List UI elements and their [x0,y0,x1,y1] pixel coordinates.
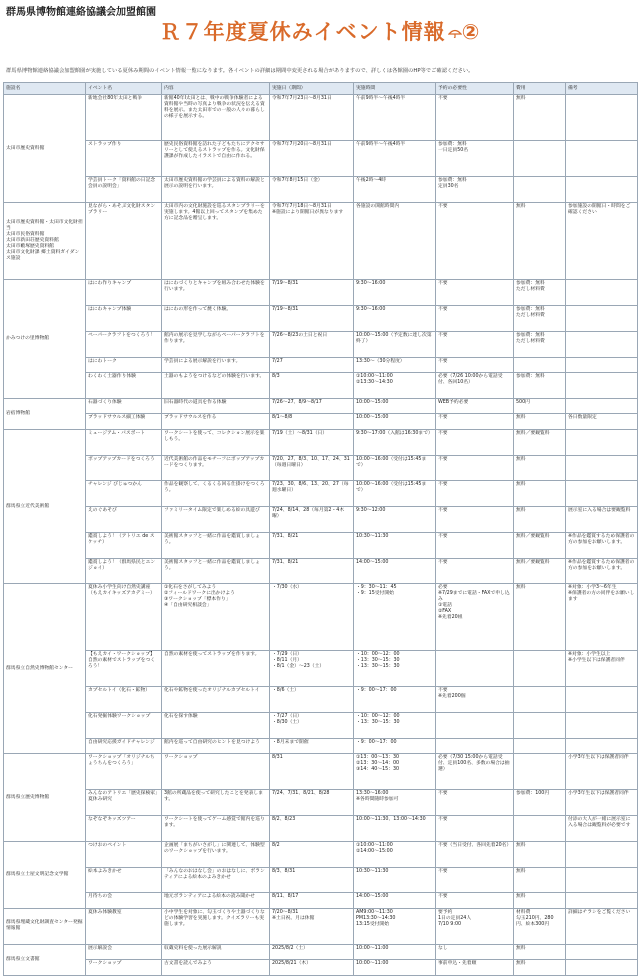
date-cell: 8/3 [270,373,354,399]
date-cell: 7/20～8/31 ※土日祝、月は休館 [270,908,354,944]
date-cell: 2025/8/21（木） [270,960,354,976]
reservation-cell: 事前申込・先着順 [436,960,514,976]
facility-cell: 群馬県立土屋文明記念文学館 [4,841,86,908]
table-row [4,177,638,203]
fee-cell: 無料 [514,867,566,893]
intro-text: 群馬県博物館連絡協議会加盟館園が実施している夏休み期間のイベント情報一覧になります。各イベントの詳細は期間中変更される場合がありますので、詳しくは各館園のHP等でご確認ください。 [6,68,474,74]
content-cell: 3館の所蔵品を使って研究したことを発表します。 [162,790,270,816]
table-row [4,738,638,753]
fee-cell: 無料 [514,414,566,429]
event-name-cell: ワークショップ「オリジナルちょうちんをつくろう」 [86,754,162,790]
title-mark: ② [461,20,481,44]
time-cell: 10:30～11:30 [354,532,436,558]
content-cell: 太田市歴史資料館の学芸員による資料の解説と展示の説明を行います。 [162,177,270,203]
note-cell [566,306,638,332]
date-cell: 7/31、8/21 [270,532,354,558]
content-cell: 古文書を読んでみよう [162,960,270,976]
note-cell [566,398,638,413]
table-row [4,414,638,429]
fee-cell [514,141,566,177]
facility-cell: 岩宿博物館 [4,398,86,429]
fee-cell: 無料 [514,95,566,141]
content-cell: 太田市内の文化財施設を巡るスタンプラリーを実施します。4館以上回ってスタンプを集めた方に記念品を贈呈します。 [162,203,270,280]
content-cell: 美術館スタッフと一緒に作品を鑑賞しましょう。 [162,532,270,558]
time-cell: 10:00～16:00（受付は15:45まで） [354,481,436,507]
content-cell: 収蔵史料を使った展示解説 [162,944,270,959]
org-name: 群馬県博物館連絡協議会加盟館園 [6,7,156,18]
reservation-cell: なし [436,944,514,959]
reservation-cell: 不要 [436,532,514,558]
table-row [4,790,638,816]
date-cell: 令和7年7月23日～8月31日 [270,95,354,141]
umbrella-icon [448,28,462,38]
fee-cell: 無料／要観覧料 [514,429,566,455]
note-cell: 小学3年生以下は保護者同伴 [566,790,638,816]
time-cell: ・10：00～12：00 ・13：30～15：30 ・13：30～15：30 [354,651,436,687]
title-text: Ｒ７年度夏休みイベント情報 [159,20,446,44]
fee-cell: 無料 [514,507,566,533]
reservation-cell: 不要（当日受付、各回先着20名） [436,841,514,867]
date-cell: 7/26～27、8/9～8/17 [270,398,354,413]
date-cell: ・7/30（水） [270,584,354,651]
date-cell: 8/2、8/23 [270,816,354,842]
content-cell: 新館40年Ⅰ太田とは、戦中の戦争体験者による資料館や当時の写真より戦争の状況を伝える資料を展示。また太田市での一般の人々の暮らしの様子を展示する。 [162,95,270,141]
reservation-cell: 不要 [436,414,514,429]
note-cell [566,357,638,372]
content-cell: 旧石器時代の道具を作る体験 [162,398,270,413]
note-cell [566,373,638,399]
fee-cell [514,738,566,753]
time-cell: 10:30～11:30 [354,867,436,893]
facility-cell: 太田市歴史資料館 [4,95,86,203]
table-row [4,280,638,306]
fee-cell: 無料 [514,584,566,651]
fee-cell [514,357,566,372]
date-cell: 令和7年7月18日～8月31日 ※施設により開館日が異なります [270,203,354,280]
time-cell: 13:30～16:00 ※各時間随時参加可 [354,790,436,816]
note-cell: ※対象：小学3～6年生 ※保護者の方の同伴をお願いします [566,584,638,651]
time-cell: 13:30～（30分程度） [354,357,436,372]
note-cell [566,687,638,713]
content-cell: ファミリータイム限定で楽しめる絵の具遊び [162,507,270,533]
table-row [4,867,638,893]
fee-cell: 参加費：100円 [514,790,566,816]
time-cell: 10:00～16:00（受付は15:45まで） [354,455,436,481]
reservation-cell: 必要（7/26 10:00から電話受付、各回10名） [436,373,514,399]
content-cell: 地元ボランティアによる絵本の読み聞かせ [162,893,270,908]
fee-cell: 無料 [514,944,566,959]
facility-cell: 群馬県立自然史博物館センター [4,584,86,754]
facility-cell: 太田市歴史資料館・太田市文化財担当 太田市民俗資料館 太田市新田荘歴史資料館 太田市藪塚歴史資料館 太田市文化財課 郷土資料ガイダンス施設 [4,203,86,280]
event-name-cell: 鑑賞しよう！（アトリエ de スケッチ） [86,532,162,558]
table-row [4,584,638,651]
reservation-cell: 不要 [436,816,514,842]
note-cell: 参加施設の開館日・時間をご確認ください [566,203,638,280]
reservation-cell [436,713,514,739]
reservation-cell: 不要 [436,280,514,306]
event-name-cell: はにわキャンプ体験 [86,306,162,332]
table-row [4,141,638,177]
fee-cell [514,713,566,739]
reservation-cell: 不要 ※先着200個 [436,687,514,713]
table-row [4,713,638,739]
note-cell [566,960,638,976]
content-cell: ワークショップ [162,754,270,790]
note-cell [566,95,638,141]
time-cell: 14:00～15:00 [354,558,436,584]
date-cell: 7/20、27、8/3、10、17、24、31（毎週日曜日） [270,455,354,481]
reservation-cell: 不要 [436,455,514,481]
event-name-cell: えのぐあそび [86,507,162,533]
table-row [4,960,638,976]
note-cell: ※対象：小学生以上 ※小学生以下は保護者同伴 [566,651,638,687]
time-cell: 午前9時半～午後4時半 [354,141,436,177]
time-cell: 各施設の開館時間内 [354,203,436,280]
note-cell [566,944,638,959]
table-row [4,687,638,713]
event-name-cell: みんなのアトリエ「歴史探検家」夏休み研究 [86,790,162,816]
reservation-cell: 不要 [436,893,514,908]
date-cell: 令和7年8月15日（金） [270,177,354,203]
time-cell: 10:00～15:00 [354,414,436,429]
table-row [4,481,638,507]
date-cell: 7/31、8/21 [270,558,354,584]
column-header: 実施日（期間） [270,83,354,95]
table-row [4,841,638,867]
note-cell [566,481,638,507]
note-cell: ※作品を鑑賞するため保護者の方の参加をお願いします。 [566,532,638,558]
time-cell: 9:30～16:00 [354,280,436,306]
fee-cell [514,177,566,203]
content-cell: はにわの形を作って焼く体験。 [162,306,270,332]
note-cell: 小学3年生以下は保護者同伴 [566,754,638,790]
reservation-cell: 不要 [436,95,514,141]
date-cell: 2025/8/2（土） [270,944,354,959]
date-cell: 7/27 [270,357,354,372]
table-row [4,651,638,687]
facility-cell: 群馬県立近代美術館 [4,429,86,584]
date-cell: 8/3、8/31 [270,867,354,893]
reservation-cell: 参加費：無料 一日定員50名 [436,141,514,177]
table-row [4,373,638,399]
note-cell: 各日数量限定 [566,414,638,429]
note-cell: 展示室に入る場合は要観覧料 [566,507,638,533]
note-cell [566,867,638,893]
date-cell: 7/24、7/31、8/21、8/28 [270,790,354,816]
reservation-cell [436,651,514,687]
facility-cell: かみつけの里博物館 [4,280,86,398]
event-name-cell: 学芸員トーク「資料館の日記念会員の説明会」 [86,177,162,203]
time-cell: 9:30～12:00 [354,507,436,533]
fee-cell [514,816,566,842]
event-name-cell: チャレンジ びじゅつかん [86,481,162,507]
time-cell: AM9:00～11:30 PM13:30～14:30 13:15受付開始 [354,908,436,944]
date-cell: ・7/29（日） ・8/11（月） ・8/1（金）～23（土） [270,651,354,687]
reservation-cell: 不要 [436,306,514,332]
fee-cell: 参加費：無料 [514,373,566,399]
content-cell: 作品を観察して、くるくる回る仕掛けをつくろう。 [162,481,270,507]
date-cell: 8/11、8/17 [270,893,354,908]
date-cell: ・7/27（日） ・8/30（土） [270,713,354,739]
reservation-cell: 必要（7/30 15:00から電話受付、定員100名、多数の場合は抽選） [436,754,514,790]
content-cell: ワークシートを使ってゲーム感覚で館内を巡ります。 [162,816,270,842]
column-header: 実施時間 [354,83,436,95]
event-name-cell: はにわトーク [86,357,162,372]
content-cell: ワークシートを使って、コレクション展示を楽しもう。 [162,429,270,455]
time-cell: 14:00～15:00 [354,893,436,908]
fee-cell [514,687,566,713]
note-cell [566,713,638,739]
note-cell: ※作品を鑑賞するため保護者の方の参加をお願いします。 [566,558,638,584]
note-cell [566,893,638,908]
date-cell: 8/1～8/8 [270,414,354,429]
content-cell: 土器のもようをつけるなどの体験を行います。 [162,373,270,399]
reservation-cell: 必要 ※7/29までに電話・FAXで申し込み ①電話 ②FAX ※先着20組 [436,584,514,651]
fee-cell: 無料 [514,960,566,976]
fee-cell: 無料 [514,893,566,908]
date-cell: ・8月末まで開催 [270,738,354,753]
reservation-cell: 不要 [436,867,514,893]
reservation-cell: WEB予約必要 [436,398,514,413]
note-cell: 付添の大人が一緒に展示室に入る場合は観覧料が必要です [566,816,638,842]
content-cell: ブラッドサウルスを作る [162,414,270,429]
time-cell: ・9：00～17：00 [354,687,436,713]
event-name-cell: ストラップ作り [86,141,162,177]
date-cell: ・8/6（土） [270,687,354,713]
reservation-cell: 不要 [436,357,514,372]
date-cell: 7/19～8/31 [270,306,354,332]
table-row [4,944,638,959]
table-row [4,754,638,790]
time-cell: ①13：00～13：30 ②13：30～14：00 ③14：40～15：30 [354,754,436,790]
date-cell: 令和7年7月20日～8月31日 [270,141,354,177]
date-cell: 7/24、8/14、28（毎月第2・4木曜） [270,507,354,533]
column-header: 内容 [162,83,270,95]
fee-cell: 無料 [514,481,566,507]
note-cell: 詳細はチラシをご覧ください [566,908,638,944]
event-name-cell: わくわく土器作り体験 [86,373,162,399]
content-cell: 自然の素材を使ってストラップを作ります。 [162,651,270,687]
table-row [4,398,638,413]
fee-cell [514,754,566,790]
note-cell [566,429,638,455]
reservation-cell: 参加費：無料 定員30名 [436,177,514,203]
table-row [4,455,638,481]
column-header: 予約の必要性 [436,83,514,95]
fee-cell: 500円 [514,398,566,413]
table-row [4,429,638,455]
fee-cell: 参加費：無料 ただし材料費 [514,331,566,357]
reservation-cell: 不要 [436,790,514,816]
note-cell [566,455,638,481]
note-cell [566,280,638,306]
content-cell: ①化石をさがしてみよう ②フィールドワークに出かけよう ③ワークショップ「標本作り」 ④「自由研究相談会」 [162,584,270,651]
reservation-cell: 不要 [436,429,514,455]
event-table [3,82,638,976]
reservation-cell [436,738,514,753]
date-cell: 7/26～8/23の土日と祝日 [270,331,354,357]
content-cell: 近代美術館の作品をモチーフにポップアップカードをつくります。 [162,455,270,481]
facility-cell: 群馬県立文書館 [4,944,86,975]
table-row [4,95,638,141]
event-name-cell: カプセルトイ（化石・鉱物） [86,687,162,713]
fee-cell: 無料／要観覧料 [514,558,566,584]
table-body [4,95,638,976]
content-cell: 化石や鉱物を使ったオリジナルカプセルトイ [162,687,270,713]
note-cell [566,177,638,203]
time-cell: ①10:00～11:00 ②14:00～15:00 [354,841,436,867]
fee-cell [514,651,566,687]
reservation-cell: 要予約 1日の定員24人 7/10 9:00 [436,908,514,944]
event-name-cell: 見ながら・あそぶ文化財スタンプラリー [86,203,162,280]
note-cell [566,331,638,357]
content-cell: 歴史民俗資料館を訪れた子どもたちにアクセサリーとして使えるストラップを作る。文化財保護課が作成したイラストで自由に作れる。 [162,141,270,177]
table-row [4,558,638,584]
table-row [4,203,638,280]
time-cell: 10:00～15:00（予定数に達し次第終了） [354,331,436,357]
event-name-cell: 鑑賞しよう！（群馬県民とエンジョイ） [86,558,162,584]
fee-cell: 無料／要観覧料 [514,532,566,558]
time-cell: 午前9時半～午後4時半 [354,95,436,141]
time-cell: 10:00～11:00 [354,944,436,959]
column-header: 備考 [566,83,638,95]
time-cell: ・9：00～17：00 [354,738,436,753]
date-cell: 8/2 [270,841,354,867]
event-name-cell: 新地会社80年太田と戦争 [86,95,162,141]
event-name-cell: 夏休み小学生向け自然史講座（もえカイキッズアカデミー） [86,584,162,651]
table-row [4,331,638,357]
event-name-cell: 化石発掘体験ワークショップ [86,713,162,739]
time-cell: 9:30～17:00（入館は16:30まで） [354,429,436,455]
content-cell: 学芸員による展示解説を行います。 [162,357,270,372]
table-row [4,507,638,533]
time-cell: 9:30～16:00 [354,306,436,332]
time-cell: 10:00～11:30、13:00～14:30 [354,816,436,842]
reservation-cell: 不要 [436,203,514,280]
event-name-cell: ワークショップ [86,960,162,976]
page-title [0,16,640,46]
event-name-cell: ペーパークラフトをつくろう！ [86,331,162,357]
event-name-cell: ミュージアム・パスポート [86,429,162,455]
table-row [4,816,638,842]
time-cell: ・9：30～11：45 ・9：15受付開始 [354,584,436,651]
time-cell: ①10:00～11:00 ②13:30～14:30 [354,373,436,399]
event-name-cell: ブラッドサウルス細工体験 [86,414,162,429]
event-name-cell: 絵本よみきかせ [86,867,162,893]
event-name-cell: 月待ちの会 [86,893,162,908]
table-row [4,908,638,944]
table-row [4,357,638,372]
facility-cell: 群馬県埋蔵文化財調査センター発掘情報館 [4,908,86,944]
date-cell: 8/31 [270,754,354,790]
event-name-cell: 展示解説会 [86,944,162,959]
content-cell: はにわづくりとキャンプを組み合わせた体験を行います。 [162,280,270,306]
event-name-cell: 自由研究応援ガイドチャレンジ [86,738,162,753]
fee-cell: 参加費：無料 ただし材料費 [514,306,566,332]
reservation-cell: 不要 [436,481,514,507]
table-header-row [4,83,638,95]
content-cell: 美術館スタッフと一緒に作品を鑑賞しましょう。 [162,558,270,584]
facility-cell: 群馬県立歴史博物館 [4,754,86,842]
event-name-cell: 夏休み体験教室 [86,908,162,944]
event-name-cell: なぞなぞキッズツアー [86,816,162,842]
date-cell: 7/19～8/31 [270,280,354,306]
time-cell: 10:00～15:00 [354,398,436,413]
fee-cell: 無料 [514,841,566,867]
time-cell: 10:00～11:00 [354,960,436,976]
reservation-cell: 不要 [436,331,514,357]
note-cell [566,141,638,177]
content-cell: 小中学生を対象に、勾玉づくりや土器づくりなどの体験学習を実施します。クイズラリーも実施します。 [162,908,270,944]
fee-cell: 材料費 勾玉210円、280円、絵本300円 [514,908,566,944]
reservation-cell: 不要 [436,507,514,533]
date-cell: 7/23、30、8/6、13、20、27（毎週水曜日） [270,481,354,507]
column-header: 施設名 [4,83,86,95]
event-name-cell: はにわ作りキャンプ [86,280,162,306]
time-cell: ・10：00～12：00 ・13：30～15：30 [354,713,436,739]
content-cell: 館内の展示を見学しながらペーパークラフトを作ります。 [162,331,270,357]
fee-cell: 参加費：無料 ただし材料費 [514,280,566,306]
table-row [4,532,638,558]
fee-cell: 無料 [514,203,566,280]
event-name-cell: ポップアップカードをつくろう [86,455,162,481]
content-cell: 館内を巡って自由研究のヒントを見つけよう [162,738,270,753]
reservation-cell: 不要 [436,558,514,584]
date-cell: 7/19（土）～8/31（日） [270,429,354,455]
content-cell: 化石を探す体験 [162,713,270,739]
note-cell [566,738,638,753]
note-cell [566,841,638,867]
event-name-cell: 石器づくり体験 [86,398,162,413]
time-cell: 午後2時～4時 [354,177,436,203]
column-header: 費用 [514,83,566,95]
column-header: イベント名 [86,83,162,95]
fee-cell: 無料 [514,455,566,481]
table-row [4,306,638,332]
event-name-cell: 【もえカイ・ワークショップ】自然の素材でストラップをつくろう！ [86,651,162,687]
content-cell: 企画展「まちがいさがし」に関連して、体験型のワークショップを行います。 [162,841,270,867]
event-name-cell: つけおのペイント [86,841,162,867]
content-cell: 「みんなのおはなし会」のおはなしに、ボランティアによる絵本のよみきかせ [162,867,270,893]
table-row [4,893,638,908]
